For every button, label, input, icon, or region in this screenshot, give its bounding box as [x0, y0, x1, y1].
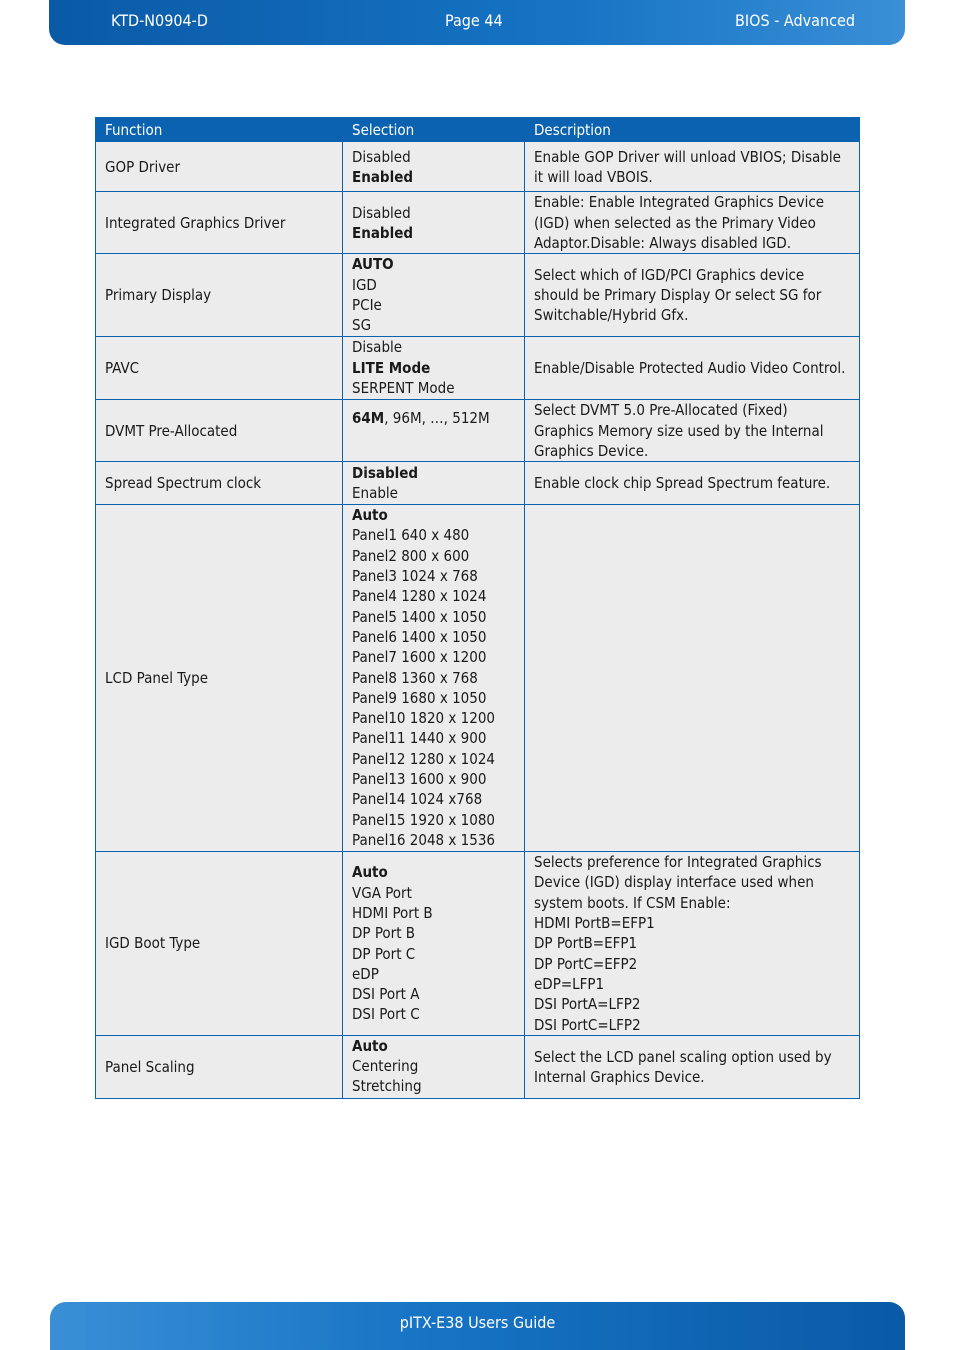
option: Panel5 1400 x 1050 [352, 607, 487, 626]
option: Centering [352, 1057, 419, 1076]
table-row [96, 1035, 860, 1098]
option-default: Auto [352, 1036, 388, 1055]
description-text: Enable clock chip Spread Spectrum feature. [534, 474, 831, 493]
option: DSI Port C [352, 1005, 420, 1024]
table-row [96, 142, 860, 192]
option-default: Enabled [352, 167, 414, 186]
description-line: DP PortB=EFP1 [534, 934, 638, 953]
table-row [96, 505, 860, 852]
option: SERPENT Mode [352, 378, 455, 397]
option-default: Auto [352, 506, 388, 525]
option: Panel14 1024 x768 [352, 790, 483, 809]
description-cell [525, 337, 860, 400]
description-cell [525, 142, 860, 192]
description-cell [525, 192, 860, 254]
description-text: Select the LCD panel scaling option used by Internal Graphics Device. [534, 1047, 832, 1086]
option: PCIe [352, 295, 382, 314]
table-header-row [96, 118, 860, 142]
description-text: Select DVMT 5.0 Pre-Allocated (Fixed) Graphics Memory size used by the Internal Graphics Device. [534, 401, 824, 460]
description-line: eDP=LFP1 [534, 974, 605, 993]
table-row [96, 400, 860, 462]
option: Disable [352, 338, 403, 357]
function-cell: Integrated Graphics Driver [96, 192, 343, 254]
option: Panel6 1400 x 1050 [352, 627, 487, 646]
option: Panel3 1024 x 768 [352, 567, 478, 586]
description-line: DSI PortC=LFP2 [534, 1015, 641, 1034]
table-row [96, 337, 860, 400]
option-default: LITE Mode [352, 358, 431, 377]
column-header-description: Description [525, 118, 860, 142]
bios-settings-table [95, 117, 860, 1099]
function-cell: GOP Driver [96, 142, 343, 192]
option: Panel16 2048 x 1536 [352, 830, 496, 849]
option: Panel2 800 x 600 [352, 546, 470, 565]
option: Panel12 1280 x 1024 [352, 749, 496, 768]
column-header-selection: Selection [343, 118, 525, 142]
function-cell: IGD Boot Type [96, 852, 343, 1036]
option-default: Enabled [352, 223, 414, 242]
description-cell [525, 400, 860, 462]
selection-cell [343, 462, 525, 505]
option-default: Auto [352, 863, 388, 882]
option: Panel10 1820 x 1200 [352, 709, 496, 728]
option: DSI Port A [352, 985, 420, 1004]
column-header-function: Function [96, 118, 343, 142]
option: Disabled [352, 147, 411, 166]
selection-cell [343, 1035, 525, 1098]
option: eDP [352, 964, 379, 983]
section-title: BIOS - Advanced [735, 11, 855, 30]
function-cell: Spread Spectrum clock [96, 462, 343, 505]
page-footer [50, 1302, 905, 1350]
function-cell: PAVC [96, 337, 343, 400]
option: Panel15 1920 x 1080 [352, 810, 496, 829]
document-id: KTD-N0904-D [111, 11, 208, 30]
function-cell: LCD Panel Type [96, 505, 343, 852]
table-row [96, 254, 860, 337]
option: Disabled [352, 203, 411, 222]
option: Panel7 1600 x 1200 [352, 648, 487, 667]
option: Panel4 1280 x 1024 [352, 587, 487, 606]
option: Panel1 640 x 480 [352, 526, 470, 545]
option-rest: , 96M, …, 512M [384, 409, 490, 428]
option: Enable [352, 484, 398, 503]
option: Panel13 1600 x 900 [352, 770, 487, 789]
description-cell [525, 462, 860, 505]
option: DP Port B [352, 924, 416, 943]
page-header [49, 0, 905, 45]
selection-cell [343, 142, 525, 192]
description-line: DSI PortA=LFP2 [534, 995, 641, 1014]
description-text: Enable: Enable Integrated Graphics Device (IGD) when selected as the Primary Video Adaptor.Disable: Always disabled IGD. [534, 193, 825, 252]
table-row [96, 462, 860, 505]
selection-cell [343, 254, 525, 337]
description-line: HDMI PortB=EFP1 [534, 914, 655, 933]
option: IGD [352, 275, 377, 294]
description-cell [525, 505, 860, 852]
selection-cell [343, 505, 525, 852]
description-cell [525, 852, 860, 1036]
description-text: Select which of IGD/PCI Graphics device should be Primary Display Or select SG for Switchable/Hybrid Gfx. [534, 265, 822, 325]
selection-cell [343, 192, 525, 254]
description-text: Enable GOP Driver will unload VBIOS; Disable it will load VBOIS. [534, 147, 841, 186]
description-cell [525, 1035, 860, 1098]
selection-cell [343, 852, 525, 1036]
option: Panel8 1360 x 768 [352, 668, 478, 687]
function-cell: DVMT Pre-Allocated [96, 400, 343, 462]
option-default: Disabled [352, 463, 419, 482]
option-default: 64M [352, 409, 385, 428]
option-default: AUTO [352, 255, 394, 274]
function-cell: Primary Display [96, 254, 343, 337]
description-cell [525, 254, 860, 337]
option: Stretching [352, 1077, 422, 1096]
description-text: Enable/Disable Protected Audio Video Control. [534, 359, 846, 378]
table-row [96, 192, 860, 254]
selection-cell [343, 400, 525, 462]
option: VGA Port [352, 883, 412, 902]
option: Panel11 1440 x 900 [352, 729, 487, 748]
guide-title: pITX-E38 Users Guide [399, 1313, 556, 1332]
option: HDMI Port B [352, 903, 433, 922]
selection-cell [343, 337, 525, 400]
description-text: Selects preference for Integrated Graphics Device (IGD) display interface used when system boots. If CSM Enable: [534, 853, 822, 912]
page-number: Page 44 [445, 11, 503, 30]
option: DP Port C [352, 944, 416, 963]
option-list [352, 408, 515, 428]
function-cell: Panel Scaling [96, 1035, 343, 1098]
option: Panel9 1680 x 1050 [352, 688, 487, 707]
description-line: DP PortC=EFP2 [534, 954, 638, 973]
option: SG [352, 316, 372, 335]
table-row [96, 852, 860, 1036]
